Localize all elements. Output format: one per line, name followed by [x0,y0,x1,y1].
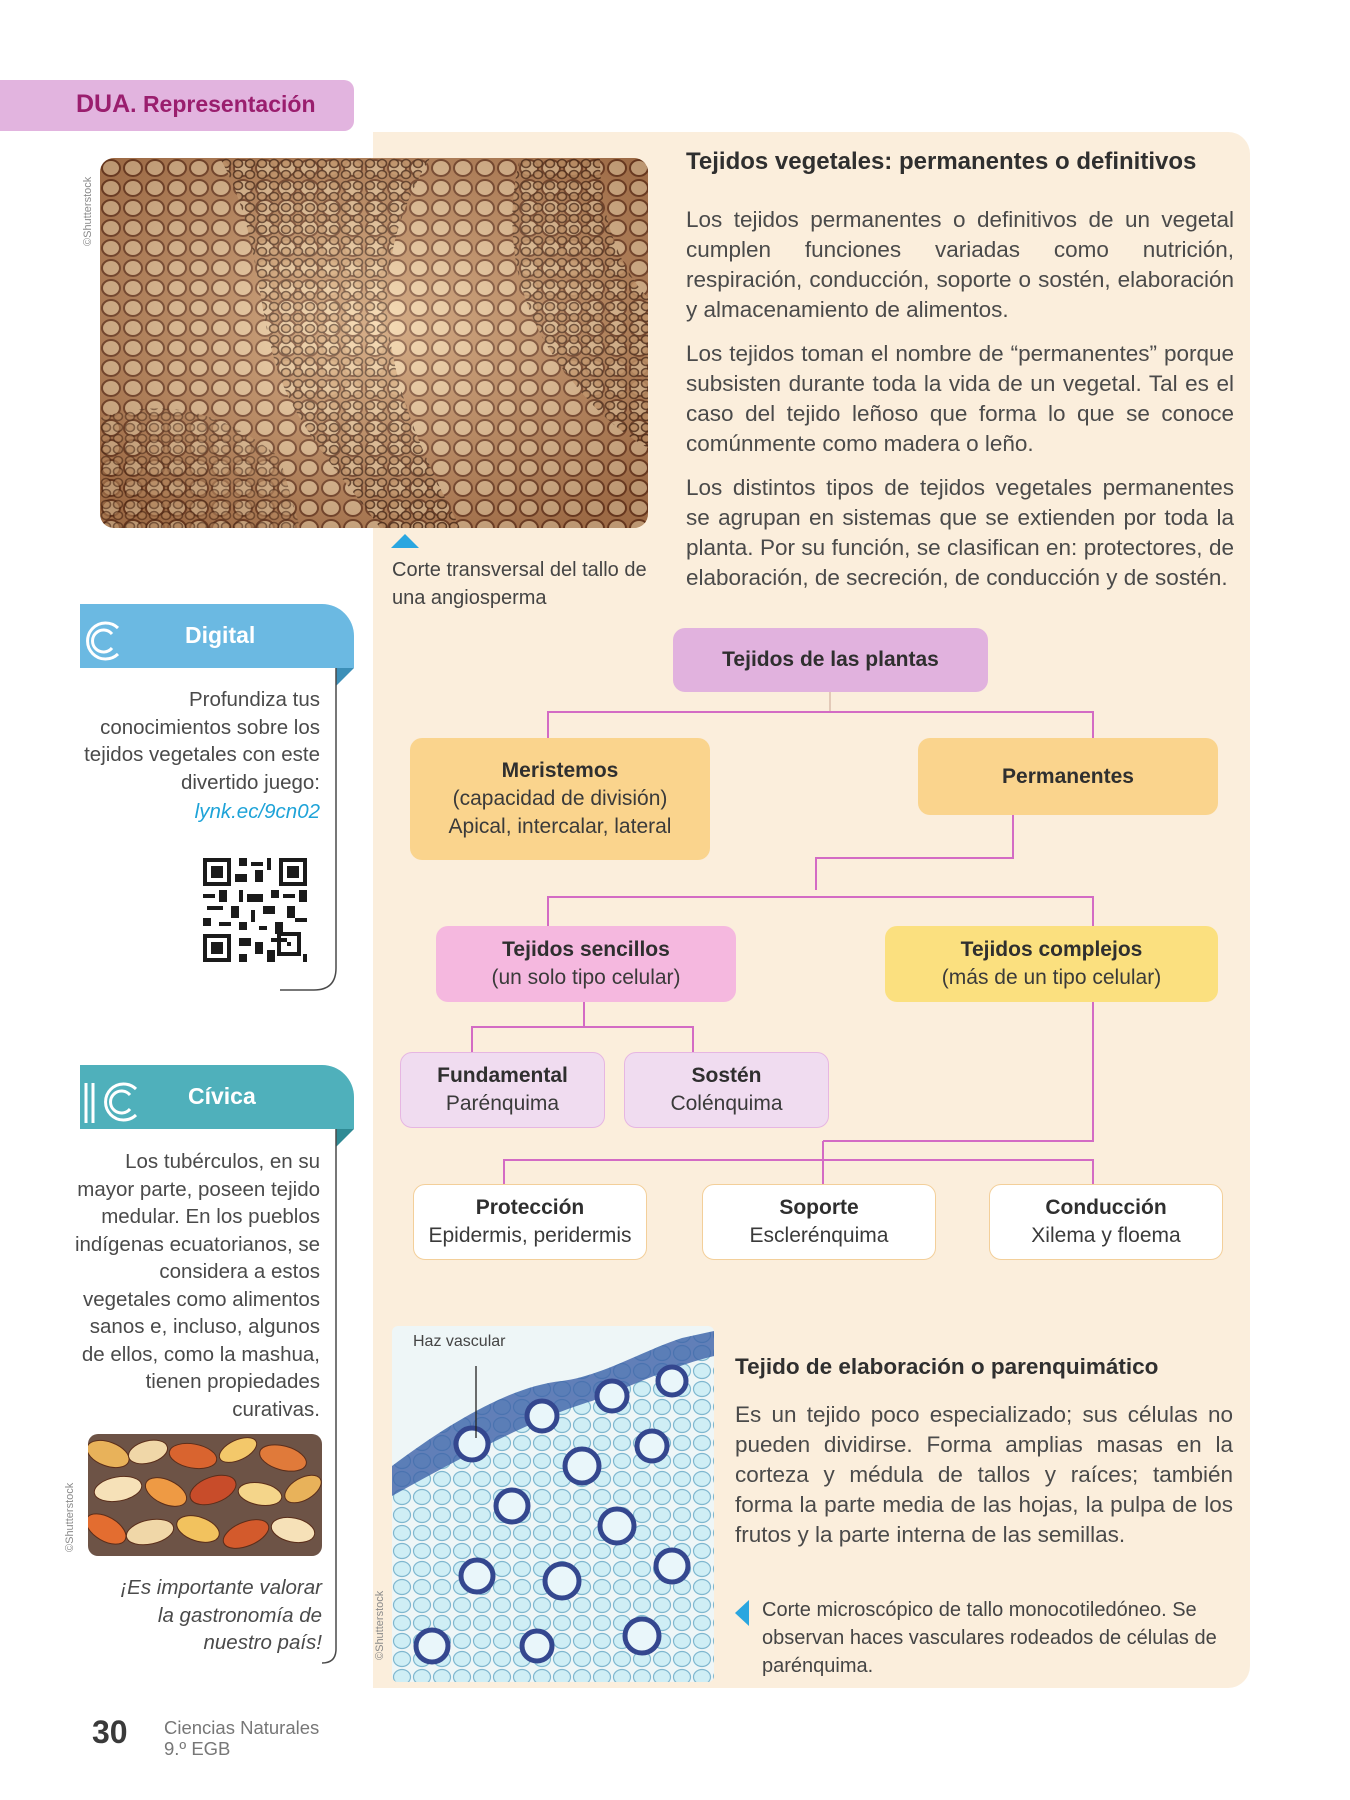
diagram-root-label: Tejidos de las plantas [722,648,939,671]
digital-icon [78,618,124,664]
dua-subtitle: . Representación [130,91,316,117]
civica-icon [80,1079,140,1125]
sosten-title: Sostén [691,1064,762,1087]
fundamental-sub: Parénquima [445,1092,560,1115]
sencillos-sub: (un solo tipo celular) [491,966,681,989]
complejos-title: Tejidos complejos [960,938,1143,961]
tejidos-sencillos-box [436,926,736,1002]
monocot-stem-image [392,1326,714,1682]
page-number: 30 [92,1714,128,1750]
meristemos-title: Meristemos [501,759,619,782]
permanentes-box [918,738,1218,815]
civica-text: Los tubérculos, en su mayor parte, poseen tejido medular. En los pueblos indígenas ecuatorianos, se considera a estos vegetales como alimentos sanos e, incluso, algunos de ellos, como la mashua, tienen propiedades curativas. [74,1150,320,1421]
photo-credit: ©Shutterstock [82,176,94,246]
proteccion-box [413,1184,647,1260]
sencillos-title: Tejidos sencillos [502,938,670,961]
tubers-image [88,1434,322,1556]
section1-paragraph: Los tejidos toman el nombre de “permanentes” porque subsisten durante toda la vida de un vegetal. Tal es el caso del tejido leñoso que forma lo que se conoce comúnmente como madera o leño. [686,341,1234,456]
section1-title: Tejidos vegetales: permanentes o definitivos [686,148,1197,175]
footer-subject: Ciencias Naturales [164,1717,320,1738]
soporte-box [702,1184,936,1260]
caption2-pointer-icon [735,1600,749,1626]
digital-header [80,604,354,668]
meristemos-box [410,738,710,860]
permanentes-title: Permanentes [1002,764,1134,788]
conduccion-box [989,1184,1223,1260]
civica-header [80,1065,354,1129]
tejidos-complejos-box [885,926,1218,1002]
section1-paragraph: Los tejidos permanentes o definitivos de un vegetal cumplen funciones variadas como nutrición, respiración, conducción, soporte o sostén, elaboración y almacenamiento de alimentos. [686,207,1234,322]
sosten-box [624,1052,829,1128]
proteccion-title: Protección [475,1196,585,1219]
vascular-bundle-label: Haz vascular [413,1333,506,1350]
proteccion-sub: Epidermis, peridermis [428,1224,632,1247]
meristemos-line1: (capacidad de división) [452,787,668,810]
diagram-root-box [673,628,988,692]
fundamental-box [400,1052,605,1128]
qr-code-icon[interactable] [203,858,307,962]
complejos-sub: (más de un tipo celular) [941,966,1162,989]
photo2-credit: ©Shutterstock [374,1590,386,1660]
conduccion-sub: Xilema y floema [1031,1224,1181,1247]
tuber-photo-credit: ©Shutterstock [64,1482,76,1552]
footer-grade: 9.º EGB [164,1738,231,1759]
section1-paragraph: Los distintos tipos de tejidos vegetales permanentes se agrupan en sistemas que se extienden por toda la planta. Por su función, se clasifican en: protectores, de elaboración, de secreción, de conducción y de sostén. [686,475,1234,590]
photo1-caption: Corte transversal del tallo de una angiosperma [392,559,647,609]
monocot-stem-photo [392,1326,714,1682]
digital-text: Profundiza tus conocimientos sobre los tejidos vegetales con este divertido juego: [84,688,320,794]
civica-note: ¡Es importante valorar la gastronomía de nuestro país! [120,1576,322,1654]
conduccion-title: Conducción [1045,1196,1167,1219]
digital-title: Digital [185,622,256,648]
digital-link[interactable]: lynk.ec/9cn02 [194,800,320,823]
dua-abbrev: DUA [76,90,131,118]
soporte-title: Soporte [779,1196,859,1219]
tubers-photo [88,1434,322,1556]
civica-title: Cívica [188,1083,256,1109]
section2-title: Tejido de elaboración o parenquimático [735,1354,1159,1379]
soporte-sub: Esclerénquima [749,1224,889,1247]
sosten-sub: Colénquima [670,1092,783,1115]
fundamental-title: Fundamental [437,1064,568,1087]
meristemos-line2: Apical, intercalar, lateral [448,815,672,838]
photo2-caption: Corte microscópico de tallo monocotiledóneo. Se observan haces vasculares rodeados de células de parénquima. [762,1599,1217,1677]
section2-body: Es un tejido poco especializado; sus células no pueden dividirse. Forma amplias masas en la corteza y médula de tallos y raíces; también forma la parte media de las hojas, la pulpa de los frutos y la parte interna de las semillas. [735,1402,1233,1547]
